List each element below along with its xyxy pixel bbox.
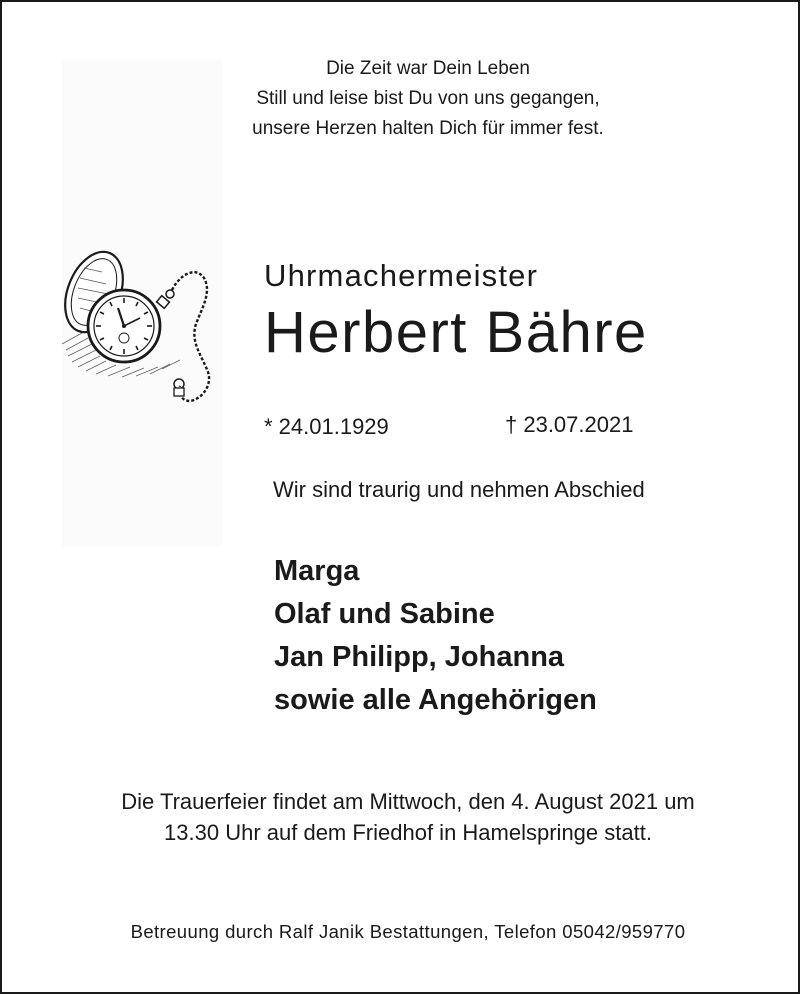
verse-line: unsere Herzen halten Dich für immer fest. (252, 118, 604, 139)
service-line: 13.30 Uhr auf dem Friedhof in Hamelspringe statt. (164, 820, 652, 845)
mourner-name: Marga (274, 555, 360, 587)
verse-line: Still und leise bist Du von uns gegangen, (256, 88, 600, 109)
mourners-list (274, 550, 597, 722)
farewell-text: Wir sind traurig und nehmen Abschied (273, 477, 645, 502)
verse-line: Die Zeit war Dein Leben (326, 58, 530, 79)
death-date: † 23.07.2021 (505, 412, 634, 437)
deceased-profession: Uhrmachermeister (264, 258, 539, 293)
undertaker-contact: Betreuung durch Ralf Janik Bestattungen, Telefon 05042/959770 (130, 921, 686, 942)
mourner-name: sowie alle Angehörigen (274, 684, 597, 716)
birth-date: * 24.01.1929 (264, 414, 389, 439)
funeral-service-info (2, 786, 800, 848)
memorial-verse (2, 54, 800, 144)
mourner-name: Olaf und Sabine (274, 598, 495, 630)
mourner-name: Jan Philipp, Johanna (274, 641, 565, 673)
deceased-name: Herbert Bähre (264, 300, 648, 365)
service-line: Die Trauerfeier findet am Mittwoch, den 4. August 2021 um (121, 789, 695, 814)
pocket-watch-icon (58, 238, 218, 410)
